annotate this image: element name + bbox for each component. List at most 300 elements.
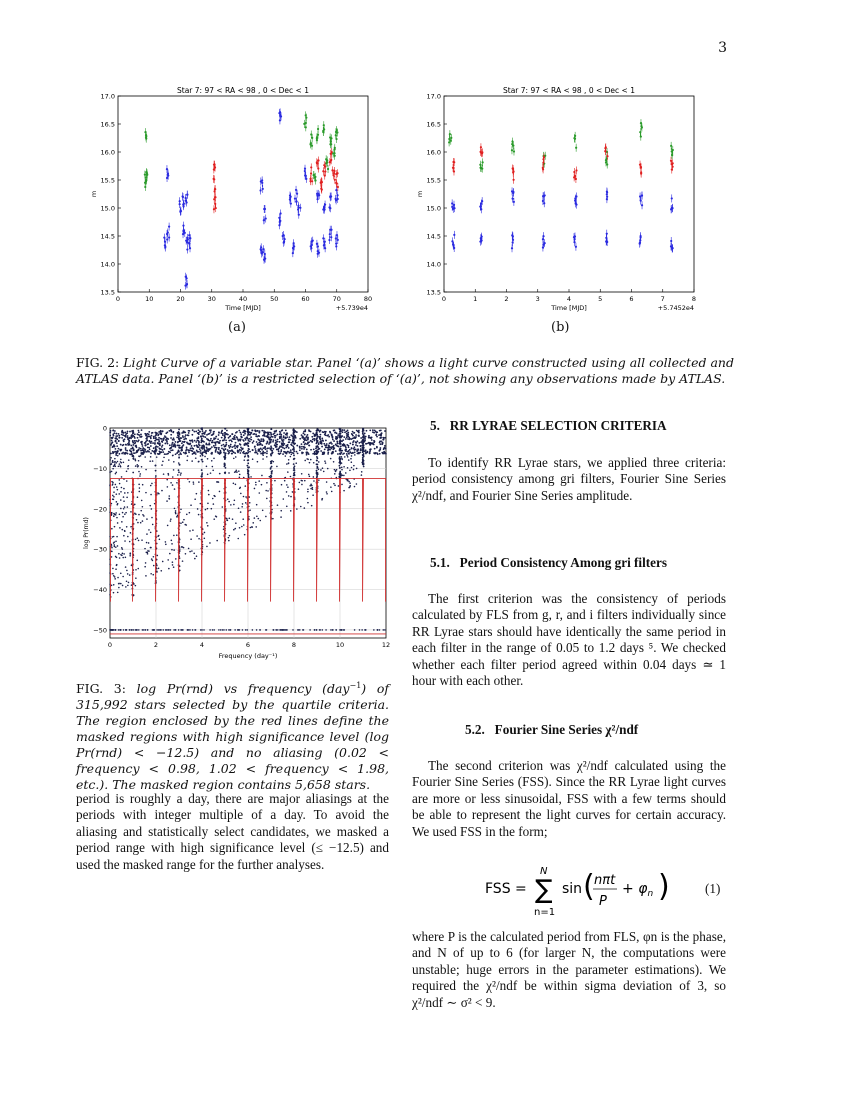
data-point [354,451,356,453]
data-point [200,503,202,505]
data-point [237,629,239,631]
data-point [275,629,277,631]
data-point [117,577,119,579]
light-curve-chart-b [408,84,708,324]
data-point [150,547,152,549]
data-point [308,453,310,455]
data-point [133,436,135,438]
data-point [279,441,281,443]
data-point [226,518,228,520]
data-point [334,179,336,181]
data-point [325,462,327,464]
data-point [352,435,354,437]
data-point [213,445,215,447]
data-point [172,476,174,478]
data-point [222,433,224,435]
data-point [335,131,337,133]
data-point [176,436,178,438]
data-point [182,205,184,207]
data-point [113,584,115,586]
data-point [252,522,254,524]
data-point [158,567,160,569]
data-point [176,452,178,454]
data-point [161,431,163,433]
fig3-caption-p1: vs frequency (day [223,681,350,697]
data-point [292,629,294,631]
data-point [155,433,157,435]
data-point [301,453,303,455]
data-point [312,439,314,441]
data-point [179,440,181,442]
data-point [299,438,301,440]
data-point [157,442,159,444]
data-point [196,445,198,447]
data-point [281,444,283,446]
y-tick-label: 17.0 [100,92,115,101]
data-point [262,510,264,512]
data-point [228,437,230,439]
data-point [279,433,281,435]
data-point [138,629,140,631]
data-point [151,450,153,452]
data-point [141,466,143,468]
data-point [239,443,241,445]
data-point [149,448,151,450]
data-point [255,434,257,436]
data-point [206,448,208,450]
data-point [513,201,515,203]
data-point [299,629,301,631]
data-point [240,447,242,449]
y-tick-label: 14.0 [426,260,441,269]
data-point [640,235,642,237]
data-point [511,247,513,249]
data-point [338,465,340,467]
data-point [339,453,341,455]
data-point [123,496,125,498]
data-point [124,540,126,542]
data-point [380,443,382,445]
data-point [273,461,275,463]
data-point [180,209,182,211]
data-point [316,453,318,455]
y-tick-label: 15.5 [100,176,115,185]
data-point [128,440,130,442]
data-point [120,583,122,585]
data-point [168,451,170,453]
data-point [213,178,215,180]
data-point [162,444,164,446]
data-point [314,176,316,178]
data-point [227,449,229,451]
data-point [282,441,284,443]
data-point [125,566,127,568]
data-point [335,471,337,473]
data-point [300,506,302,508]
data-point [139,434,141,436]
data-point [111,437,113,439]
data-point [109,435,111,437]
data-point [204,456,206,458]
data-point [189,449,191,451]
data-point [173,469,175,471]
data-point [511,149,513,151]
data-point [349,443,351,445]
x-tick-label: 50 [270,295,279,303]
data-point [189,481,191,483]
data-point [188,432,190,434]
data-point [261,179,263,181]
data-point [116,452,118,454]
x-axis-label: Time [MJD] [225,304,261,312]
eq-rparen: ) [658,869,670,904]
data-point [151,441,153,443]
data-point [347,456,349,458]
data-point [234,438,236,440]
data-point [121,462,123,464]
data-point [256,515,258,517]
data-point [190,504,192,506]
data-point [144,566,146,568]
data-point [293,443,295,445]
data-point [165,453,167,455]
data-point [348,487,350,489]
data-point [270,438,272,440]
data-point [250,527,252,529]
data-point [141,443,143,445]
data-point [336,234,338,236]
data-point [606,240,608,242]
data-point [266,498,268,500]
data-point [383,437,385,439]
data-point [257,443,259,445]
data-point [224,453,226,455]
data-point [172,454,174,456]
data-point [212,440,214,442]
data-point [293,433,295,435]
data-point [157,446,159,448]
data-point [215,436,217,438]
data-point [175,558,177,560]
data-point [112,482,114,484]
data-point [152,460,154,462]
data-point [302,629,304,631]
data-point [310,459,312,461]
data-point [333,152,335,154]
data-point [211,442,213,444]
data-point [263,430,265,432]
data-point [321,442,323,444]
data-point [218,629,220,631]
data-point [378,434,380,436]
data-point [339,443,341,445]
data-point [270,434,272,436]
data-point [373,432,375,434]
data-point [335,237,337,239]
data-point [244,456,246,458]
data-point [235,445,237,447]
data-point [198,481,200,483]
data-point [124,438,126,440]
data-point [181,442,183,444]
data-point [206,438,208,440]
data-point [140,448,142,450]
data-point [202,435,204,437]
data-point [115,462,117,464]
data-point [279,445,281,447]
data-point [361,471,363,473]
data-point [323,209,325,211]
data-point [345,438,347,440]
chart-title: Star 7: 97 < RA < 98 , 0 < Dec < 1 [177,86,309,95]
data-point [280,629,282,631]
data-point [370,448,372,450]
data-point [308,441,310,443]
data-point [285,629,287,631]
data-point [118,583,120,585]
data-point [606,190,608,192]
data-point [336,172,338,174]
data-point [183,444,185,446]
data-point [139,475,141,477]
data-point [161,440,163,442]
page-number: 3 [718,40,727,56]
data-point [309,462,311,464]
data-point [296,508,298,510]
data-point [327,447,329,449]
data-point [169,498,171,500]
data-point [146,172,148,174]
data-point [362,428,364,430]
data-point [118,479,120,481]
data-point [191,460,193,462]
data-point [228,518,230,520]
data-point [201,447,203,449]
data-point [542,167,544,169]
data-point [127,492,129,494]
data-point [351,448,353,450]
data-point [329,207,331,209]
data-point [247,445,249,447]
data-point [109,459,111,461]
data-point [250,439,252,441]
data-point [321,181,323,183]
data-point [352,438,354,440]
data-point [170,431,172,433]
data-point [173,461,175,463]
data-point [301,446,303,448]
data-point [156,571,158,573]
chart-title: Star 7: 97 < RA < 98 , 0 < Dec < 1 [503,86,635,95]
data-point [187,238,189,240]
data-point [210,431,212,433]
data-point [238,430,240,432]
data-point [127,573,129,575]
data-point [117,455,119,457]
data-point [341,484,343,486]
data-point [150,442,152,444]
data-point [251,429,253,431]
data-point [311,485,313,487]
data-point [316,629,318,631]
data-point [264,452,266,454]
data-point [156,456,158,458]
data-point [334,429,336,431]
data-point [319,629,321,631]
data-point [123,500,125,502]
data-point [292,438,294,440]
data-point [120,508,122,510]
data-point [286,491,288,493]
x-tick-label: 20 [176,295,185,303]
data-point [254,445,256,447]
data-point [159,451,161,453]
data-point [163,457,165,459]
data-point [247,452,249,454]
data-point [118,433,120,435]
data-point [450,137,452,139]
data-point [542,235,544,237]
data-point [317,428,319,430]
data-point [286,629,288,631]
data-point [214,496,216,498]
data-point [347,432,349,434]
data-point [254,448,256,450]
data-point [276,434,278,436]
data-point [292,435,294,437]
data-point [258,449,260,451]
data-point [216,481,218,483]
data-point [317,128,319,130]
data-point [290,456,292,458]
data-point [225,629,227,631]
data-point [223,466,225,468]
data-point [221,445,223,447]
data-point [226,430,228,432]
data-point [277,449,279,451]
data-point [189,629,191,631]
data-point [260,249,262,251]
data-point [272,448,274,450]
data-point [270,432,272,434]
data-point [453,167,455,169]
data-point [113,491,115,493]
data-point [188,629,190,631]
data-point [671,168,673,170]
data-point [299,207,301,209]
data-point [146,542,148,544]
data-point [314,454,316,456]
data-point [164,453,166,455]
data-point [314,629,316,631]
data-point [235,484,237,486]
data-point [335,189,337,191]
data-point [339,433,341,435]
data-point [265,490,267,492]
data-point [671,154,673,156]
data-point [164,443,166,445]
data-point [137,568,139,570]
data-point [115,629,117,631]
data-point [358,431,360,433]
data-point [168,459,170,461]
eq-sum: ∑ [535,875,553,905]
data-point [248,466,250,468]
data-point [118,453,120,455]
data-point [265,217,267,219]
data-point [152,432,154,434]
data-point [128,459,130,461]
data-point [283,435,285,437]
data-point [284,238,286,240]
data-point [147,629,149,631]
data-point [170,449,172,451]
data-point [196,437,198,439]
data-point [205,509,207,511]
data-point [276,466,278,468]
data-point [148,529,150,531]
data-point [363,430,365,432]
data-point [167,175,169,177]
data-point [172,449,174,451]
data-point [234,528,236,530]
data-point [198,538,200,540]
data-point [161,464,163,466]
data-point [304,507,306,509]
data-point [160,448,162,450]
data-point [248,431,250,433]
data-point [311,137,313,139]
data-point [243,451,245,453]
data-point [384,447,386,449]
data-point [207,433,209,435]
data-point [288,439,290,441]
data-point [109,471,111,473]
data-point [263,248,265,250]
data-point [332,451,334,453]
data-point [124,530,126,532]
data-point [150,532,152,534]
data-point [268,434,270,436]
data-point [205,453,207,455]
data-point [214,447,216,449]
data-point [310,142,312,144]
data-point [294,198,296,200]
data-point [167,443,169,445]
data-point [186,194,188,196]
data-point [132,472,134,474]
data-point [129,541,131,543]
data-point [233,504,235,506]
data-point [213,168,215,170]
data-point [312,487,314,489]
data-point [255,526,257,528]
data-point [189,512,191,514]
fig3-caption: FIG. 3: log Pr(rnd) vs frequency (day$^{-1}$) of 315,992 stars selected by the quartile criteria. The region enclosed by the red lines define the masked regions with high significance level (log Pr(rnd) < −12.5) and no aliasing (0.02 < frequency < 0.98, 1.02 < frequency < 1.98, etc.). The masked region contains 5,658 stars. [76,681,389,793]
data-point [121,487,123,489]
data-point [293,450,295,452]
data-point [126,580,128,582]
data-point [116,435,118,437]
data-point [145,562,147,564]
data-point [342,431,344,433]
data-point [208,494,210,496]
data-point [260,438,262,440]
data-point [347,430,349,432]
data-point [195,431,197,433]
data-point [239,474,241,476]
data-point [131,564,133,566]
